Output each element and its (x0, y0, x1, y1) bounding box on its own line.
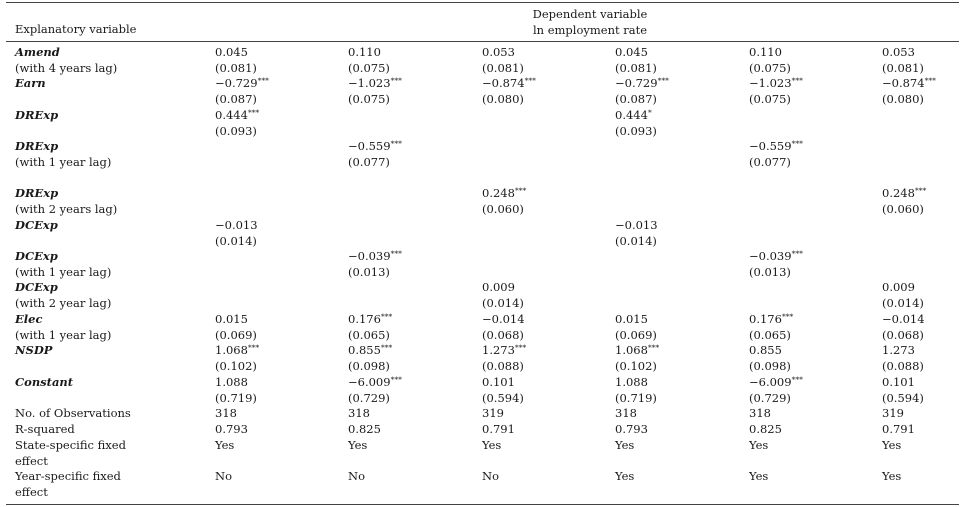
row-label-dcexp (15, 218, 58, 234)
coef-cell: −0.039*** (0.013) (348, 249, 402, 279)
coef-cell: 0.015 (0.069) (215, 312, 257, 342)
stat-cell: Yes (749, 469, 769, 483)
stat-cell: No (482, 469, 499, 483)
coef-cell: 0.855 (0.098) (749, 343, 791, 373)
variable-name: DRExp (15, 186, 59, 200)
explanatory-variable-header: Explanatory variable (15, 22, 137, 36)
variable-name: Earn (15, 76, 46, 90)
coef-cell: −0.014 (0.068) (482, 312, 525, 342)
stat-cell: Yes (482, 438, 502, 452)
variable-name: DRExp (15, 139, 59, 153)
coef-cell: −0.559*** (0.077) (749, 139, 803, 169)
coef-cell: 0.045 (0.081) (615, 45, 657, 75)
coef-cell: −6.009*** (0.729) (749, 375, 803, 405)
coef-cell: 0.248*** (0.060) (882, 186, 927, 216)
coef-cell: −0.559*** (0.077) (348, 139, 402, 169)
stat-cell: 0.791 (482, 422, 515, 436)
stat-cell: 318 (215, 406, 237, 420)
row-label-dcexp-lag2 (15, 280, 111, 311)
row-label-drexp-lag2 (15, 186, 117, 217)
coef-cell: 0.015 (0.069) (615, 312, 657, 342)
coef-cell: 0.855*** (0.098) (348, 343, 393, 373)
stat-cell: Yes (615, 438, 635, 452)
row-label-observations: No. of Observations (15, 406, 131, 420)
coef-cell: 0.248*** (0.060) (482, 186, 527, 216)
coef-cell: −0.729*** (0.087) (615, 76, 669, 106)
stat-cell: Yes (215, 438, 235, 452)
coef-cell: 0.176*** (0.065) (749, 312, 794, 342)
stat-cell: No (348, 469, 365, 483)
variable-lag: (with 1 year lag) (15, 327, 112, 342)
coef-cell: −0.729*** (0.087) (215, 76, 269, 106)
stat-cell: 0.791 (882, 422, 915, 436)
variable-name: DCExp (15, 280, 58, 294)
variable-name: Constant (15, 375, 74, 389)
coef-cell: 1.088 (0.719) (215, 375, 257, 405)
row-label-state-fixed-effect: State-specific fixed effect (15, 438, 126, 468)
coef-cell: −1.023*** (0.075) (348, 76, 402, 106)
stat-cell: 319 (482, 406, 504, 420)
coef-cell: 1.068*** (0.102) (215, 343, 260, 373)
bottom-rule (6, 504, 959, 505)
coef-cell: 0.009 (0.014) (882, 280, 924, 310)
coef-cell: 0.176*** (0.065) (348, 312, 393, 342)
coef-cell: 0.009 (0.014) (482, 280, 524, 310)
coef-cell: −0.039*** (0.013) (749, 249, 803, 279)
stat-cell: No (215, 469, 232, 483)
coef-cell: 1.273 (0.088) (882, 343, 924, 373)
stat-cell: 319 (882, 406, 904, 420)
dependent-variable-title: Dependent variable (532, 7, 648, 21)
stat-cell: Yes (882, 438, 902, 452)
coef-cell: −0.874*** (0.080) (482, 76, 536, 106)
row-label-earn (15, 76, 46, 92)
coef-cell: 0.444*** (0.093) (215, 108, 260, 138)
variable-name: DCExp (15, 249, 58, 263)
stat-cell: 0.825 (348, 422, 381, 436)
variable-lag: (with 1 year lag) (15, 154, 112, 169)
dependent-variable-subtitle: ln employment rate (532, 22, 648, 37)
row-label-constant (15, 375, 73, 391)
row-label-r-squared: R-squared (15, 422, 75, 436)
variable-name: DCExp (15, 218, 58, 232)
coef-cell: 1.273*** (0.088) (482, 343, 527, 373)
coef-cell: 0.110 (0.075) (348, 45, 390, 75)
variable-name: Amend (15, 45, 60, 59)
stat-cell: 318 (348, 406, 370, 420)
coef-cell: −0.013 (0.014) (215, 218, 258, 248)
coef-cell: −0.013 (0.014) (615, 218, 658, 248)
variable-name: NSDP (15, 343, 53, 357)
row-label-nsdp (15, 343, 52, 359)
coef-cell: 0.444* (0.093) (615, 108, 657, 138)
stat-cell: 0.793 (615, 422, 648, 436)
stat-cell: Yes (348, 438, 368, 452)
header-rule (6, 41, 959, 42)
coef-cell: −6.009*** (0.729) (348, 375, 402, 405)
coef-cell: 0.110 (0.075) (749, 45, 791, 75)
stat-cell: 0.793 (215, 422, 248, 436)
row-label-amend (15, 45, 117, 76)
coef-cell: 1.068*** (0.102) (615, 343, 660, 373)
stat-cell: 318 (615, 406, 637, 420)
coef-cell: 0.045 (0.081) (215, 45, 257, 75)
stat-cell: Yes (882, 469, 902, 483)
coef-cell: −0.874*** (0.080) (882, 76, 936, 106)
row-label-drexp (15, 108, 58, 124)
stat-cell: Yes (615, 469, 635, 483)
row-label-year-fixed-effect: Year-specific fixed effect (15, 469, 121, 499)
variable-lag: (with 1 year lag) (15, 264, 112, 279)
row-label-dcexp-lag1 (15, 249, 111, 280)
coef-cell: −1.023*** (0.075) (749, 76, 803, 106)
variable-name: Elec (15, 312, 43, 326)
coef-cell: 0.053 (0.081) (482, 45, 524, 75)
stat-cell: 0.825 (749, 422, 782, 436)
coef-cell: 0.053 (0.081) (882, 45, 924, 75)
coef-cell: 0.101 (0.594) (482, 375, 524, 405)
dependent-variable-header (440, 7, 740, 38)
coef-cell: 0.101 (0.594) (882, 375, 924, 405)
coef-cell: −0.014 (0.068) (882, 312, 925, 342)
top-rule (6, 2, 959, 3)
variable-lag: (with 2 years lag) (15, 201, 118, 216)
variable-name: DRExp (15, 108, 59, 122)
variable-lag: (with 2 year lag) (15, 295, 112, 310)
stat-cell: 318 (749, 406, 771, 420)
coef-cell: 1.088 (0.719) (615, 375, 657, 405)
stat-cell: Yes (749, 438, 769, 452)
variable-lag: (with 4 years lag) (15, 60, 118, 75)
row-label-drexp-lag1 (15, 139, 111, 170)
row-label-elec (15, 312, 111, 343)
